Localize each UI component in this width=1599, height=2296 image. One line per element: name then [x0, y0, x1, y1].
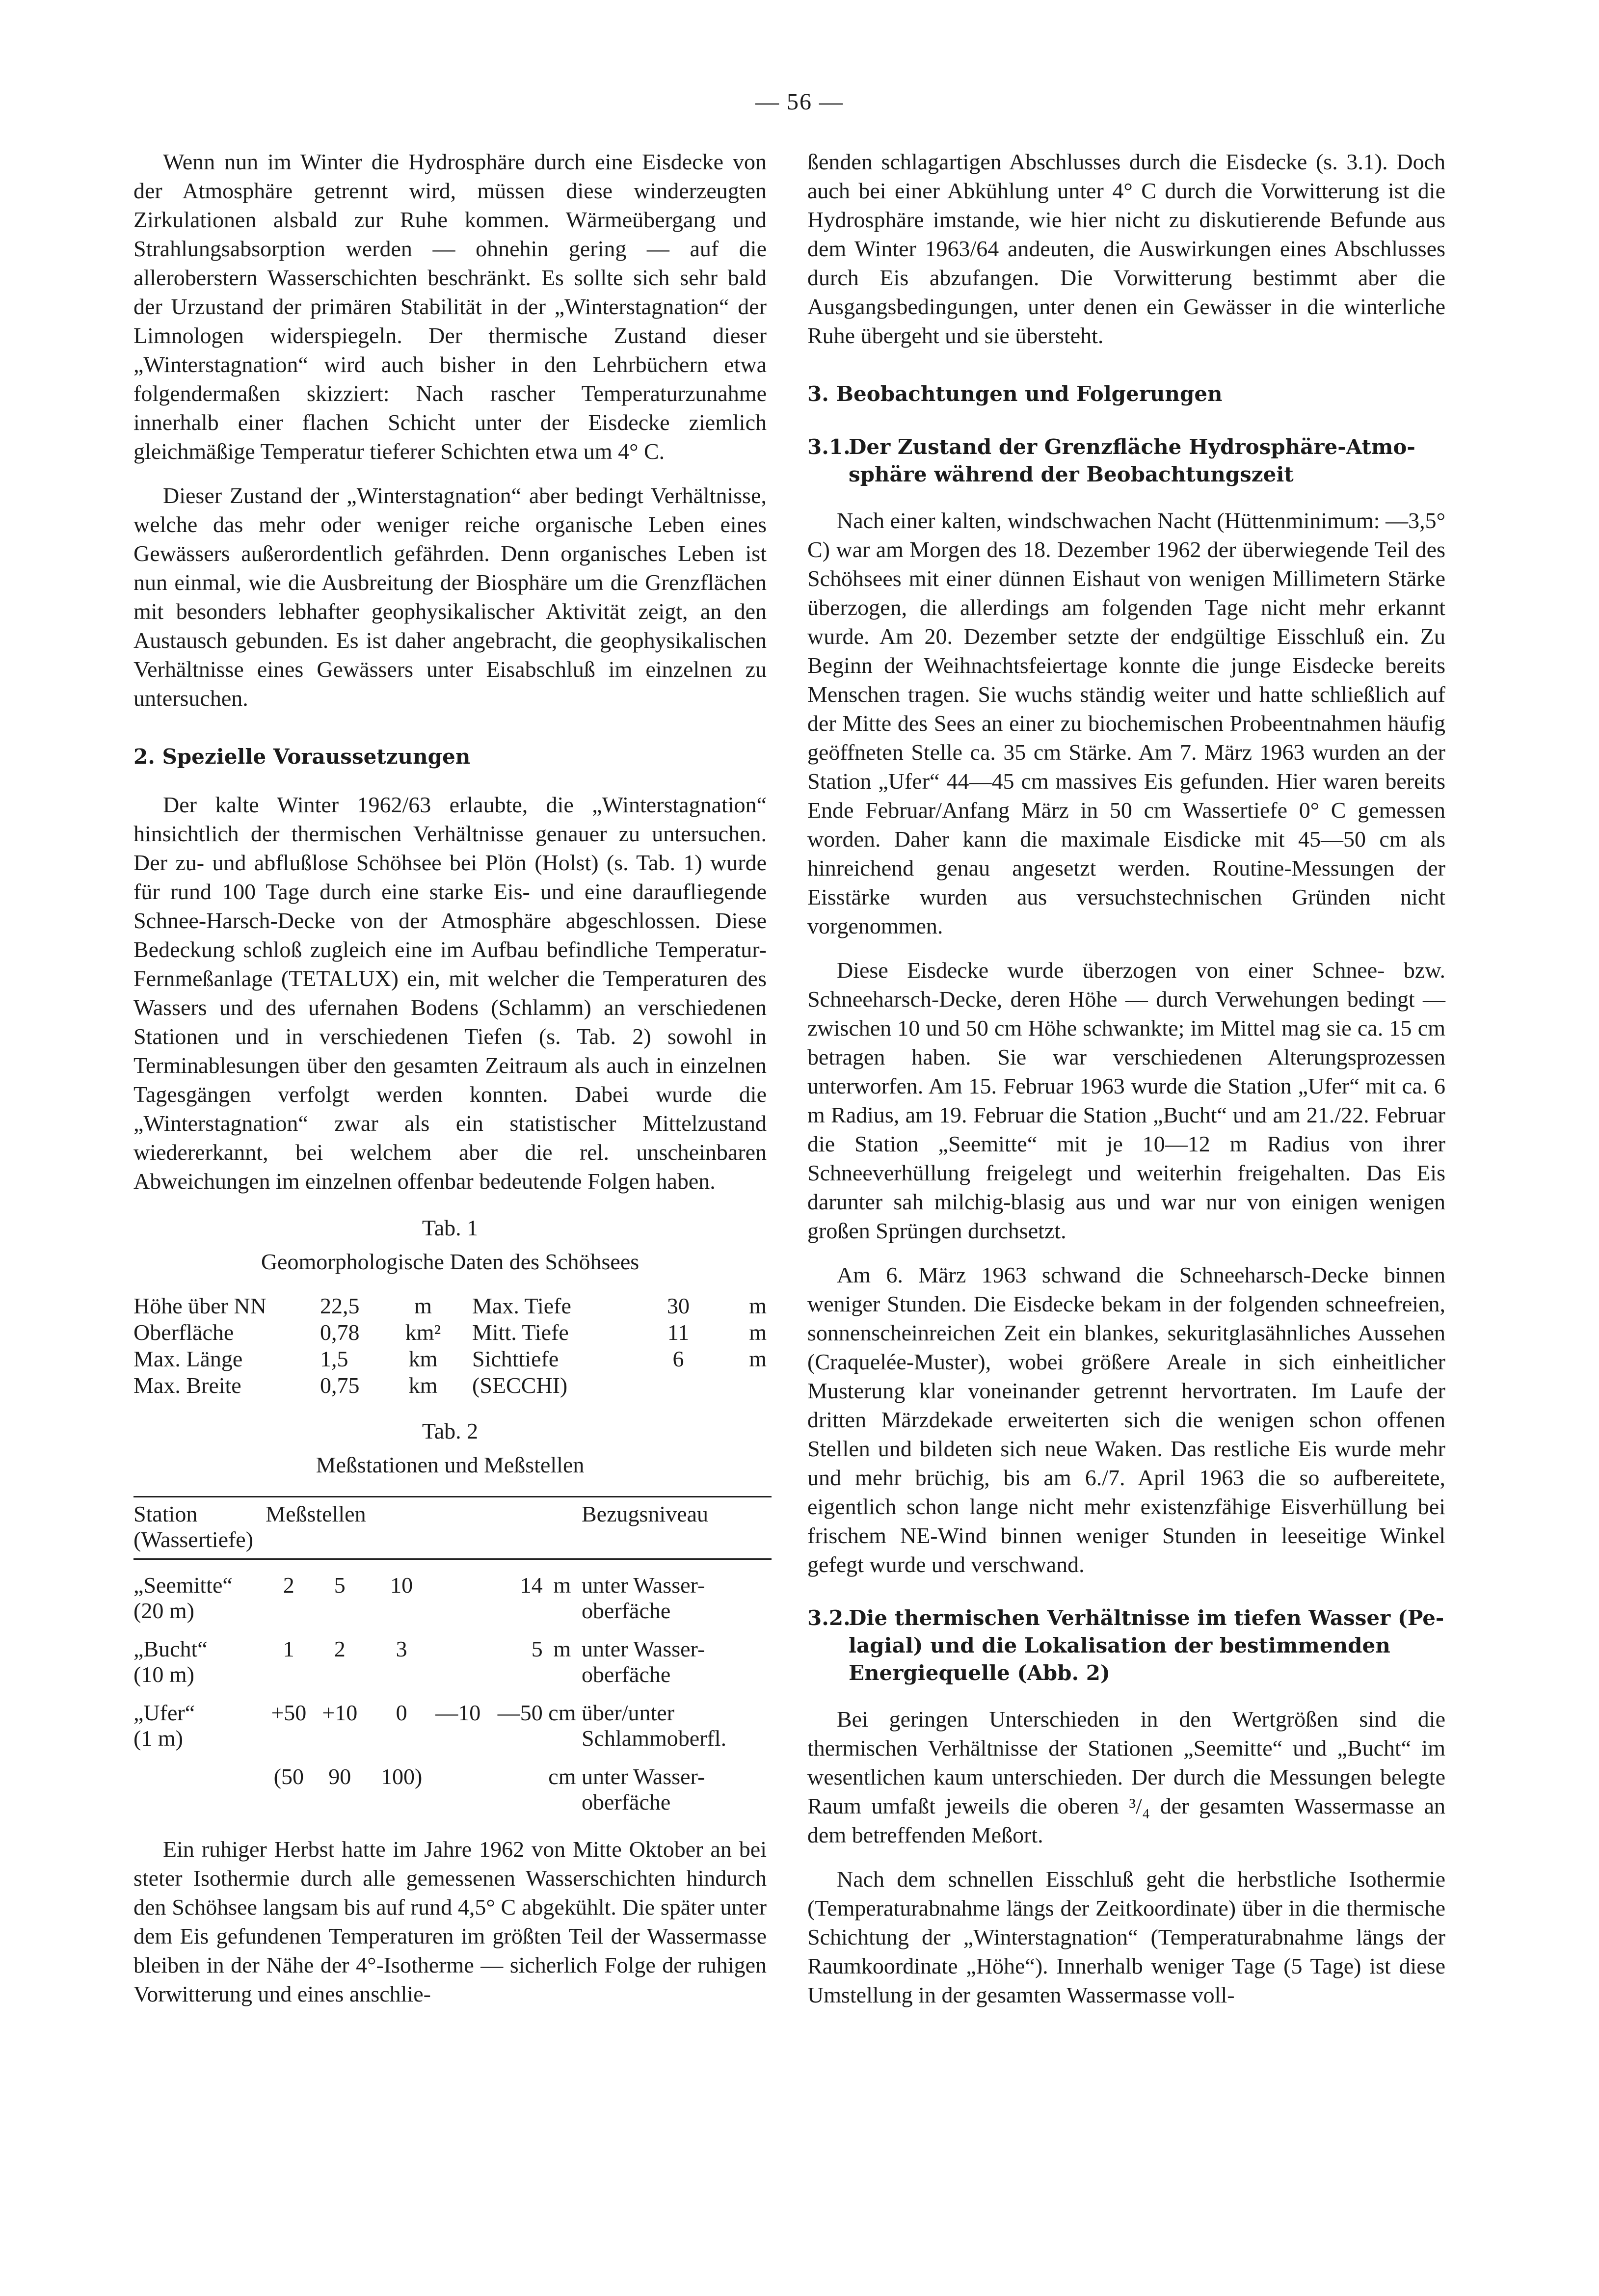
table-cell: 2 — [334, 1636, 346, 1661]
station-depth: (1 m) — [133, 1726, 183, 1751]
station-name: „Bucht“ — [133, 1636, 208, 1661]
subsection-heading — [807, 1604, 1445, 1687]
table-row — [133, 1624, 772, 1687]
table-cell: 30 — [667, 1293, 690, 1318]
reference-level: oberfäche — [582, 1789, 671, 1815]
paragraph: ßenden schlagartigen Abschlusses durch die Eisdecke (s. 3.1). Doch auch bei einer Abkühlung unter 4° C durch die Vorwitterung ist die Hydrosphäre imstande, wie hier nicht zu diskutierende Befunde aus dem Winter 1963/64 andeuten, die Auswirkungen eines Abschlusses durch Eis abzufangen. Die Vorwitterung bestimmt aber die Ausgangsbedingungen, unter denen ein Gewässer in die winterliche Ruhe übergeht und sie übersteht. — [807, 149, 1445, 348]
reference-level: oberfäche — [582, 1662, 671, 1687]
table-cell: m — [749, 1320, 767, 1345]
table-cell: Max. Tiefe — [472, 1293, 571, 1318]
table-cell — [435, 1751, 543, 1815]
table-cell: 6 — [672, 1346, 684, 1371]
station-depth: (20 m) — [133, 1598, 194, 1623]
subsection-title-line: Die thermischen Verhältnisse im tiefen Wasser (Pe- — [849, 1606, 1444, 1630]
table-cell: 14 — [520, 1573, 543, 1598]
subsection-number: 3.1. — [807, 435, 851, 459]
table-cell: km — [408, 1373, 438, 1398]
table-cell: 10 — [390, 1573, 413, 1598]
table-label: Tab. 2 — [422, 1418, 479, 1443]
reference-level: unter Wasser- — [582, 1764, 705, 1789]
table-row — [133, 1559, 772, 1624]
reference-level: unter Wasser- — [582, 1636, 705, 1661]
table-cell: 5 — [334, 1573, 346, 1598]
stations-table — [133, 1496, 772, 1815]
table-cell: cm — [548, 1764, 576, 1789]
table-cell — [582, 1687, 772, 1751]
table-cell: 1,5 — [320, 1346, 348, 1371]
subsection-title-line: lagial) und die Lokalisation der bestimmenden — [849, 1633, 1390, 1657]
table-cell: —10 —50 — [435, 1700, 543, 1725]
paragraph: Am 6. März 1963 schwand die Schneeharsch-Decke binnen weniger Stunden. Die Eisdecke bekam in der folgenden schneefreien, sonnenscheinreichen Zeit ein blankes, sekuritglasähnliches Aussehen (Craquelée-Muster), wobei größere Areale in sich einheitlicher Musterung klar voneinander getrennt hervortraten. Im Laufe der dritten Märzdekade erweiterten sich die wenigen schon offenen Stellen und bildeten sich neue Waken. Das restliche Eis wurde mehr und mehr brüchig, bis am 6./7. April 1963 die so aufbereitete, eigentlich schon lange nicht mehr existenzfähige Eisverhüllung bei frischem NE-Wind binnen weniger Stunden in leeseitige Winkel gefegt wurde und verschwand. — [807, 1262, 1445, 1577]
table-cell — [708, 1372, 767, 1399]
table-cell: Oberfläche — [133, 1320, 234, 1345]
table-cell: cm — [548, 1700, 576, 1725]
paragraph: Dieser Zustand der „Winterstagnation“ aber bedingt Verhältnisse, welche das mehr oder weniger reiche organische Leben eines Gewässers außerordentlich gefährden. Denn organisches Leben ist nun einmal, wie die Ausbreitung der Biosphäre um die Grenzflächen mit besonders lebhafter geophysikalischer Aktivität zeigt, an den Austausch gebunden. Es ist daher angebracht, die geophysikalischen Verhältnisse eines Gewässers unter Eisabschluß im einzelnen zu untersuchen. — [133, 483, 767, 711]
table-cell: m — [553, 1573, 571, 1598]
table-row — [133, 1372, 767, 1399]
paragraph: Ein ruhiger Herbst hatte im Jahre 1962 von Mitte Oktober an bei steter Isothermie durch alle gemessenen Wasserschichten hindurch den Schöhsee langsam bis auf rund 4,5° C abgekühlt. Die später unter dem Eis gefundenen Temperaturen im größten Teil der Wassermasse bleiben in der Nähe der 4°-Isotherme — sicherlich Folge der ruhigen Vorwitterung und eines anschlie- — [133, 1837, 767, 2006]
table-cell: m — [553, 1636, 571, 1661]
section-heading: 2. Spezielle Voraussetzungen — [133, 745, 471, 769]
table-cell — [133, 1687, 266, 1751]
paragraph: Nach dem schnellen Eisschluß geht die herbstliche Isothermie (Temperaturabnahme längs der Zeitkoordinate) über in die thermische Schichtung der „Winterstagnation“ (Temperaturabnahme längs der Raumkoordinate „Höhe“). Innerhalb weniger Tage (5 Tage) ist diese Umstellung in der gesamten Wassermasse voll- — [807, 1867, 1445, 2007]
table-cell: 5 — [531, 1636, 543, 1661]
table-cell: m — [414, 1293, 432, 1318]
table-cell: 1 — [283, 1636, 294, 1661]
subsection-title-line: sphäre während der Beobachtungszeit — [849, 462, 1294, 486]
column-header-station: Station — [133, 1501, 198, 1526]
table-row — [133, 1293, 767, 1319]
station-depth: (10 m) — [133, 1662, 194, 1687]
table-row — [133, 1687, 772, 1751]
paragraph: Diese Eisdecke wurde überzogen von einer Schnee- bzw. Schneeharsch-Decke, deren Höhe — durch Verwehungen bedingt — zwischen 10 und 50 cm Höhe schwankte; im Mittel mag sie ca. 15 cm betragen haben. Sie war verschiedenen Alterungsprozessen unterworfen. Am 15. Februar 1963 wurde die Station „Ufer“ mit ca. 6 m Radius, am 19. Februar die Station „Bucht“ und am 21./22. Februar die Station „Seemitte“ mit je 10—12 m Radius von ihrer Schneeverhüllung freigelegt und weiterhin freigehalten. Das Eis darunter sah milchig-blasig aus und war nur von einigen wenigen großen Sprüngen durchsetzt. — [807, 958, 1445, 1243]
column-header-bezug: Bezugsniveau — [582, 1501, 709, 1526]
column-header-station-sub: (Wassertiefe) — [133, 1527, 254, 1552]
reference-level: oberfäche — [582, 1598, 671, 1623]
table-cell: 90 — [328, 1764, 351, 1789]
table-cell: m — [749, 1293, 767, 1318]
table-row — [133, 1751, 772, 1815]
left-column — [133, 147, 767, 2024]
right-column — [807, 147, 1445, 2025]
table-cell: km² — [405, 1320, 441, 1345]
table-header-row — [133, 1497, 772, 1559]
table-cell: Mitt. Tiefe — [472, 1320, 569, 1345]
table-cell — [582, 1751, 772, 1815]
subsection-title-line: Energiequelle (Abb. 2) — [849, 1661, 1110, 1685]
paragraph: Der kalte Winter 1962/63 erlaubte, die „Winterstagnation“ hinsichtlich der thermischen Verhältnisse genauer zu untersuchen. Der zu- und abflußlose Schöhsee bei Plön (Holst) (s. Tab. 1) wurde für rund 100 Tage durch eine starke Eis- und eine daraufliegende Schnee-Harsch-Decke von der Atmosphäre abgeschlossen. Diese Bedeckung schloß zugleich eine im Aufbau befindliche Temperatur-Fernmeßanlage (TETALUX) ein, mit welcher die Temperaturen des Wassers und des ufernahen Bodens (Schlamm) an verschiedenen Stationen und in verschiedenen Tiefen (s. Tab. 2) sowohl in Terminablesungen über den gesamten Zeitraum als auch in einzelnen Tagesgängen verfolgt werden konnten. Dabei wurde die „Winterstagnation“ zwar als ein statistischer Mittelzustand wiedererkannt, bei welchem aber die rel. unscheinbaren Abweichungen im einzelnen offenbar bedeutende Folgen haben. — [133, 792, 767, 1194]
table-cell: (50 — [273, 1764, 304, 1789]
table-cell — [582, 1624, 772, 1687]
table-cell: 0 — [396, 1700, 407, 1725]
subsection-heading — [807, 433, 1445, 488]
column-header — [133, 1497, 266, 1559]
table-row — [133, 1319, 767, 1346]
subsection-title-line: Der Zustand der Grenzfläche Hydrosphäre-Atmo- — [849, 435, 1415, 459]
table-cell: +10 — [322, 1700, 358, 1725]
table-cell: Max. Länge — [133, 1346, 243, 1371]
section-heading: 3. Beobachtungen und Folgerungen — [807, 382, 1223, 406]
page-number: — 56 — — [755, 89, 844, 115]
table-cell: 3 — [396, 1636, 407, 1661]
table-cell — [133, 1559, 266, 1624]
reference-level: unter Wasser- — [582, 1573, 705, 1598]
table-cell: Max. Breite — [133, 1373, 241, 1398]
table-cell: Höhe über NN — [133, 1293, 266, 1318]
table-cell: +50 — [271, 1700, 307, 1725]
table-cell — [133, 1751, 266, 1815]
paragraph: Bei geringen Unterschieden in den Wertgrößen sind die thermischen Verhältnisse der Stationen „Seemitte“ und „Bucht“ im wesentlichen kaum unterschieden. Der durch die Messungen belegte Raum umfaßt jeweils die oberen ³/₄ der gesamten Wassermasse an dem betreffenden Meßort. — [807, 1707, 1445, 1847]
table-cell — [649, 1372, 708, 1399]
table-cell: (SECCHI) — [472, 1373, 568, 1398]
table-title: Geomorphologische Daten des Schöhsees — [261, 1249, 640, 1274]
reference-level: Schlammoberfl. — [582, 1726, 727, 1751]
station-name: „Ufer“ — [133, 1700, 195, 1725]
table-row — [133, 1346, 767, 1372]
table-cell: m — [749, 1346, 767, 1371]
geomorphology-table — [133, 1293, 767, 1399]
table-cell: 100) — [380, 1764, 423, 1789]
table-title: Meßstationen und Meßstellen — [316, 1452, 585, 1477]
table-cell: 2 — [283, 1573, 294, 1598]
table-cell: km — [408, 1346, 438, 1371]
paragraph: Nach einer kalten, windschwachen Nacht (Hüttenminimum: —3,5° C) war am Morgen des 18. Dezember 1962 der überwiegende Teil des Schöhsees mit einer dünnen Eishaut von wenigen Millimetern Stärke überzogen, die allerdings am folgenden Tage nicht mehr erkannt wurde. Am 20. Dezember setzte der endgültige Eisschluß ein. Zu Beginn der Weihnachtsfeiertage konnte die junge Eisdecke bereits Menschen tragen. Sie wuchs ständig weiter und hatte schließlich auf der Mitte des Sees an einer zu biochemischen Probeentnahmen häufig geöffneten Stelle ca. 35 cm Stärke. Am 7. März 1963 wurden an der Station „Ufer“ 44—45 cm massives Eis gefunden. Hier waren bereits Ende Februar/Anfang März in 50 cm Wassertiefe 0° C gemessen worden. Daher kann die maximale Eisdicke mit 45—50 cm als hinreichend genau angesetzt werden. Routine-Messungen der Eisstärke wurden aus versuchstechnischen Gründen nicht vorgenommen. — [807, 508, 1445, 938]
reference-level: über/unter — [582, 1700, 675, 1725]
table-cell: 22,5 — [320, 1293, 360, 1318]
paragraph: Wenn nun im Winter die Hydrosphäre durch eine Eisdecke von der Atmosphäre getrennt wird, müssen diese winderzeugten Zirkulationen alsbald zur Ruhe kommen. Wärmeübergang und Strahlungsabsorption werden — ohnehin gering — auf die alleroberstern Wasserschichten beschränkt. Es sollte sich sehr bald der Urzustand der primären Stabilität in der „Winterstagnation“ der Limnologen widerspiegeln. Der thermische Zustand dieser „Winterstagnation“ wird auch bisher in den Lehrbüchern etwa folgendermaßen skizziert: Nach rascher Temperaturzunahme innerhalb einer flachen Schicht unter der Eisdecke ziemlich gleichmäßige Temperatur tieferer Schichten etwa um 4° C. — [133, 149, 767, 464]
table-cell: 0,75 — [320, 1373, 360, 1398]
column-header-mess: Meßstellen — [266, 1501, 366, 1526]
table-label: Tab. 1 — [422, 1215, 479, 1240]
table-cell: 0,78 — [320, 1320, 360, 1345]
table-cell — [133, 1624, 266, 1687]
table-cell: 11 — [667, 1320, 690, 1345]
station-name: „Seemitte“ — [133, 1573, 233, 1598]
table-cell: Sichttiefe — [472, 1346, 559, 1371]
table-cell — [582, 1559, 772, 1624]
subsection-number: 3.2. — [807, 1606, 851, 1630]
